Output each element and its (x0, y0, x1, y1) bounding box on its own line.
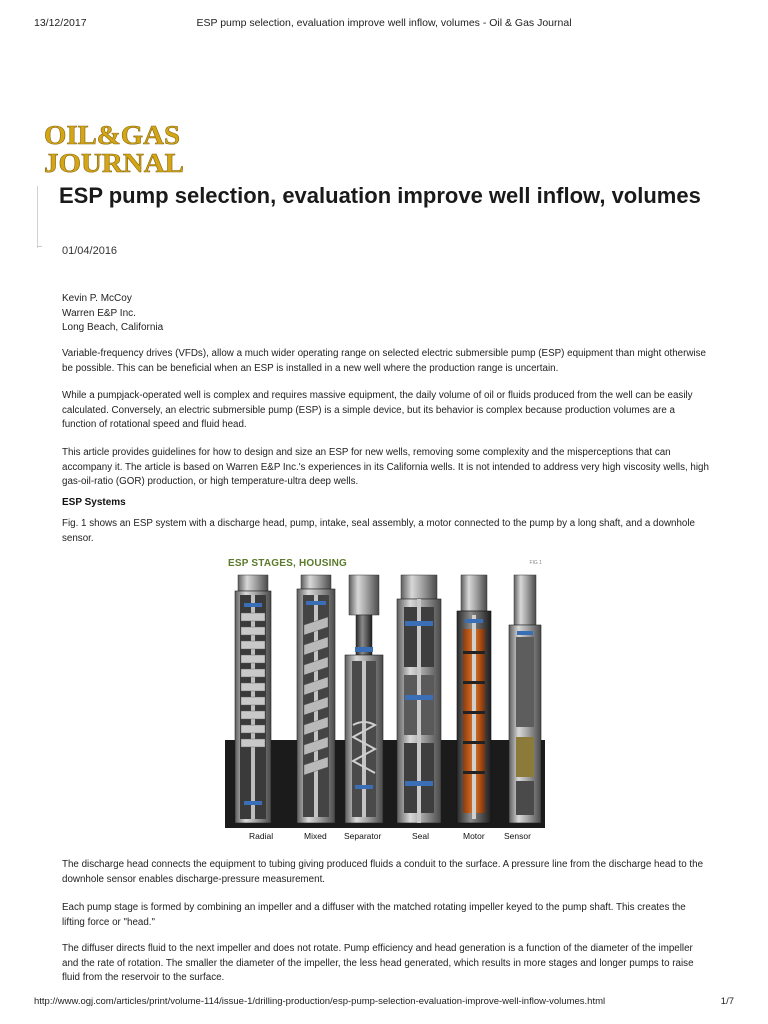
author-location: Long Beach, California (62, 322, 164, 333)
caption-motor: Motor (463, 831, 485, 841)
print-footer (34, 996, 734, 1010)
left-rule-tick (37, 246, 42, 247)
sensor-section (509, 575, 541, 823)
caption-seal: Seal (412, 831, 430, 841)
paragraph-vfd: Variable-frequency drives (VFDs), allow a much wider operating range on selected electric submersible pump (ESP) equipment than might otherwise be possible. This can be beneficial when an ESP is installed in a new well where the production range is uncertain. (62, 348, 706, 374)
figure-number: FIG 1 (529, 560, 542, 566)
esp-components-illustration (225, 555, 545, 831)
article-date: 01/04/2016 (62, 245, 118, 257)
caption-separator: Separator (344, 831, 382, 841)
figure-title: ESP STAGES, HOUSING (228, 558, 348, 569)
footer-page-number: 1/7 (720, 996, 734, 1007)
radial-pump-stage (235, 575, 271, 823)
paragraph-guidelines: This article provides guidelines for how to design and size an ESP for new wells, removing some complexity and the misperceptions that can accompany it. The article is based on Warren E&P Inc.'s experiences in its California wells. It is not intended to address very high viscosity wells, high gas-oil-ratio (GOR) production, or high temperature-ultra deep wells. (62, 447, 709, 487)
logo-line-1: OIL&GAS (44, 120, 180, 150)
caption-radial: Radial (249, 831, 274, 841)
section-heading-esp-systems: ESP Systems (62, 497, 126, 508)
paragraph-diffuser: The diffuser directs fluid to the next impeller and does not rotate. Pump efficiency and head generation is a function of the diameter of the impeller and the rate of rotation. The smaller the diameter of the impeller, the less head generated, which results in more stages and longer pumps to raise fluid from the reservoir to the surface. (62, 943, 694, 983)
seal-section (397, 575, 441, 823)
footer-url[interactable]: http://www.ogj.com/articles/print/volume-114/issue-1/drilling-production/esp-pump-selection-evaluation-improve-well-inflow-volumes.html (34, 996, 606, 1007)
print-header (34, 17, 734, 31)
print-date: 13/12/2017 (34, 17, 87, 29)
oil-gas-journal-logo[interactable] (42, 120, 192, 178)
author-name: Kevin P. McCoy (62, 293, 132, 304)
left-rule (37, 186, 38, 248)
paragraph-pumpjack: While a pumpjack-operated well is complex and requires massive equipment, the daily volume of oil or fluids produced from the well can be easily calculated. Conversely, an electric submersible pump (ESP) is a simple device, but its behavior is complex because production volumes are a function of rotational speed and fluid head. (62, 390, 693, 430)
author-byline (62, 292, 163, 336)
separator-stage (345, 575, 383, 823)
paragraph-discharge-head: The discharge head connects the equipment to tubing giving produced fluids a conduit to the surface. A pressure line from the discharge head to the downhole sensor enables discharge-pressure measurement. (62, 859, 704, 885)
caption-mixed: Mixed (304, 831, 327, 841)
paragraph-pump-stage: Each pump stage is formed by combining an impeller and a diffuser with the matched rotating impeller keyed to the pump shaft. This creates the lifting force or "head." (62, 902, 686, 928)
motor-section (457, 575, 491, 823)
article-title: ESP pump selection, evaluation improve well inflow, volumes (59, 183, 701, 208)
print-page-title: ESP pump selection, evaluation improve well inflow, volumes - Oil & Gas Journal (196, 17, 572, 29)
author-company: Warren E&P Inc. (62, 307, 136, 319)
figure-esp-stages-housing (225, 555, 545, 845)
mixed-pump-stage (297, 575, 335, 823)
figure-captions (225, 831, 545, 843)
paragraph-fig1-intro: Fig. 1 shows an ESP system with a discharge head, pump, intake, seal assembly, a motor connected to the pump by a long shaft, and a downhole sensor. (62, 518, 695, 544)
logo-line-2: JOURNAL (44, 148, 184, 178)
caption-sensor: Sensor (504, 831, 531, 841)
